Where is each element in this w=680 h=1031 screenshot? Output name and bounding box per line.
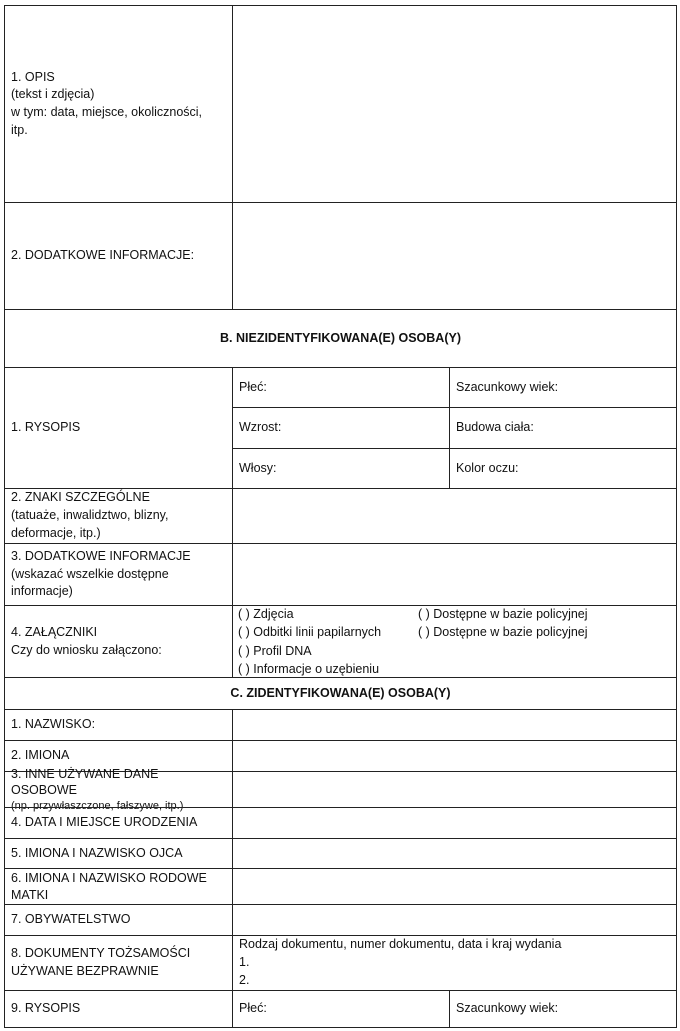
oczy-label: Kolor oczu: <box>456 460 519 475</box>
zalacznik-baza[interactable]: ( ) Dostępne w bazie policyjnej <box>418 607 588 622</box>
section-b-header <box>4 309 677 368</box>
nazwisko-text: 1. NAZWISKO: <box>11 717 96 732</box>
oczy-field[interactable] <box>449 448 677 489</box>
section-c-title: C. ZIDENTYFIKOWANA(E) OSOBA(Y) <box>230 685 451 700</box>
dodatkowe-label <box>4 202 233 310</box>
c-plec-label: Płeć: <box>239 1001 267 1016</box>
ojciec-text: 5. IMIONA I NAZWISKO OJCA <box>11 845 183 860</box>
section-c-header <box>4 677 677 710</box>
inne-field[interactable] <box>232 771 677 808</box>
wlosy-field[interactable] <box>232 448 450 489</box>
opis-label <box>4 5 233 203</box>
c-wiek-label: Szacunkowy wiek: <box>456 1001 559 1016</box>
wiek-field[interactable] <box>449 367 677 408</box>
dokumenty-value: Rodzaj dokumentu, numer dokumentu, data i kraj wydania 1. 2. <box>239 937 562 987</box>
zalaczniki-field <box>232 605 677 678</box>
budowa-label: Budowa ciała: <box>456 420 534 435</box>
c-wiek-field[interactable] <box>449 990 677 1028</box>
c-rysopis-text: 9. RYSOPIS <box>11 1001 81 1016</box>
b-dodatkowe-label <box>4 543 233 606</box>
plec-label: Płeć: <box>239 379 267 394</box>
nazwisko-field[interactable] <box>232 709 677 741</box>
inne-main: 3. INNE UŻYWANE DANE OSOBOWE <box>11 767 159 798</box>
c-rysopis-label <box>4 990 233 1028</box>
znaki-label <box>4 488 233 544</box>
plec-field[interactable] <box>232 367 450 408</box>
b-dodatkowe-field[interactable] <box>232 543 677 606</box>
zalaczniki-list <box>238 605 670 678</box>
ojciec-field[interactable] <box>232 838 677 869</box>
zalacznik-zdjecia[interactable]: ( ) Zdjęcia <box>238 607 294 622</box>
wzrost-field[interactable] <box>232 407 450 449</box>
b-dodatkowe-text: 3. DODATKOWE INFORMACJE (wskazać wszelkie dostępne informacje) <box>11 548 191 599</box>
c-plec-field[interactable] <box>232 990 450 1028</box>
znaki-field[interactable] <box>232 488 677 544</box>
zalacznik-row[interactable] <box>238 623 670 641</box>
zalaczniki-label <box>4 605 233 678</box>
wiek-label: Szacunkowy wiek: <box>456 379 559 394</box>
dokumenty-text: 8. DOKUMENTY TOŻSAMOŚCI UŻYWANE BEZPRAWNIE <box>11 946 191 978</box>
zalacznik-uzebienie[interactable]: ( ) Informacje o uzębieniu <box>238 661 380 676</box>
wzrost-label: Wzrost: <box>239 420 282 435</box>
zalaczniki-text: 4. ZAŁĄCZNIKI Czy do wniosku załączono: <box>11 624 162 657</box>
rysopis-text: 1. RYSOPIS <box>11 420 81 435</box>
imiona-field[interactable] <box>232 740 677 772</box>
obywatelstwo-field[interactable] <box>232 904 677 936</box>
obywatelstwo-label <box>4 904 233 936</box>
ojciec-label <box>4 838 233 869</box>
wlosy-label: Włosy: <box>239 460 277 475</box>
zalacznik-row[interactable] <box>238 660 670 678</box>
matka-label <box>4 868 233 905</box>
rysopis-label <box>4 367 233 489</box>
zalacznik-baza[interactable]: ( ) Dostępne w bazie policyjnej <box>418 625 588 640</box>
zalacznik-row[interactable] <box>238 642 670 660</box>
data-miejsce-text: 4. DATA I MIEJSCE URODZENIA <box>11 815 198 830</box>
imiona-text: 2. IMIONA <box>11 748 70 763</box>
data-miejsce-field[interactable] <box>232 807 677 839</box>
opis-text: 1. OPIS (tekst i zdjęcia) w tym: data, miejsce, okoliczności, itp. <box>11 69 203 137</box>
zalacznik-dna[interactable]: ( ) Profil DNA <box>238 643 312 658</box>
matka-text: 6. IMIONA I NAZWISKO RODOWE MATKI <box>11 871 207 902</box>
znaki-text: 2. ZNAKI SZCZEGÓLNE (tatuaże, inwalidztwo, blizny, deformacje, itp.) <box>11 490 169 540</box>
inne-sub: (np. przywłaszczone, fałszywe, itp.) <box>11 799 184 812</box>
budowa-field[interactable] <box>449 407 677 449</box>
data-miejsce-label <box>4 807 233 839</box>
zalacznik-odbitki[interactable]: ( ) Odbitki linii papilarnych <box>238 625 382 640</box>
form-table <box>4 5 677 1028</box>
dokumenty-field[interactable] <box>232 935 677 991</box>
inne-label <box>4 767 233 812</box>
matka-field[interactable] <box>232 868 677 905</box>
dodatkowe-field[interactable] <box>232 202 677 310</box>
obywatelstwo-text: 7. OBYWATELSTWO <box>11 912 131 927</box>
inne-text <box>11 766 226 813</box>
section-b-title: B. NIEZIDENTYFIKOWANA(E) OSOBA(Y) <box>220 330 461 345</box>
dodatkowe-text: 2. DODATKOWE INFORMACJE: <box>11 248 195 263</box>
nazwisko-label <box>4 709 233 741</box>
opis-field[interactable] <box>232 5 677 203</box>
zalacznik-row[interactable] <box>238 605 670 623</box>
dokumenty-label <box>4 935 233 991</box>
